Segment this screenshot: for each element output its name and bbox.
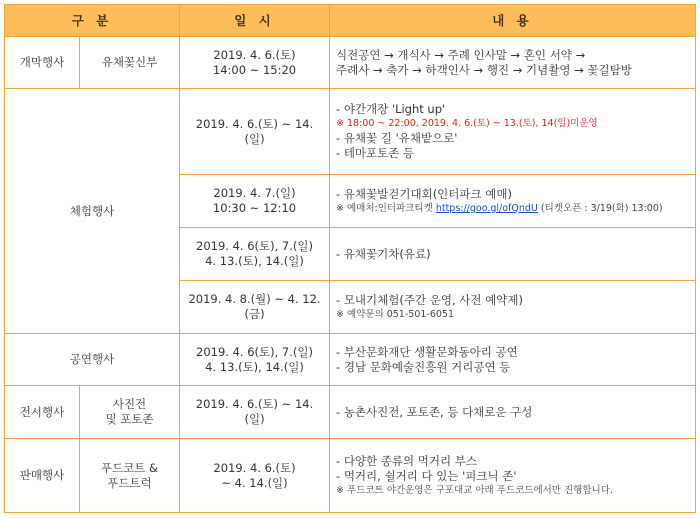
note-line: ※ 예약문의 051-501-6051 [336, 308, 455, 320]
content-line: - 유채꽃발걷기대회(인터파크 예매) [336, 186, 512, 201]
row-experience-1 [5, 89, 696, 175]
content-performance [330, 334, 696, 386]
date-line: 4. 13.(토), 14.(일) [205, 254, 304, 268]
subcat-line: 사진전 [112, 397, 147, 411]
date-line: ~ 4. 14.(일) [221, 475, 288, 490]
date-exhibition: 2019. 4. 6.(토) ~ 14.(일) [180, 386, 330, 439]
ticket-link[interactable]: https://goo.gl/ofQndU [435, 202, 538, 214]
note-prefix: ※ 예매처:인터파크티켓 [336, 202, 436, 214]
subcat-sales [80, 439, 180, 513]
header-content: 내 용 [330, 5, 696, 37]
content-experience-2 [330, 175, 696, 228]
header-row [5, 5, 696, 37]
cat-sales: 판매행사 [5, 439, 80, 513]
date-line: 2019. 4. 6.(토) [213, 47, 296, 62]
content-exhibition [330, 386, 696, 439]
note-line: ※ 18:00 ~ 22:00, 2019. 4. 6.(토) ~ 13.(토), 14(일)미운영 [336, 118, 598, 129]
content-sales [330, 439, 696, 513]
row-sales [5, 439, 696, 513]
date-experience-4 [180, 281, 330, 334]
date-line: 2019. 4. 7.(일) [213, 186, 296, 200]
cat-exhibition: 전시행사 [5, 386, 80, 439]
note-suffix: (티켓오픈 : 3/19(화) 13:00) [537, 202, 663, 214]
content-line: - 유채꽃기차(유료) [336, 246, 431, 261]
content-experience-4 [330, 281, 696, 334]
note-line: ※ 푸드코트 야간운영은 구포대교 아래 푸드코드에서만 진행합니다. [336, 484, 613, 496]
subcat-exhibition [80, 386, 180, 439]
cat-performance: 공연행사 [5, 334, 180, 386]
header-datetime: 일 시 [180, 5, 330, 37]
cat-opening: 개막행사 [5, 37, 80, 89]
date-experience-1: 2019. 4. 6.(토) ~ 14.(일) [180, 89, 330, 175]
date-line: 4. 13.(토), 14.(일) [205, 359, 304, 374]
content-line: - 농촌사진전, 포토존, 등 다채로운 구성 [336, 404, 533, 419]
content-line: - 먹거리, 쉴거리 다 있는 '피크닉 존' [336, 468, 517, 483]
schedule-table [4, 4, 696, 513]
date-line: 2019. 4. 6(토), 7.(일) [196, 344, 313, 359]
content-experience-1 [330, 89, 696, 175]
row-opening [5, 37, 696, 89]
date-opening [180, 37, 330, 89]
header-category: 구 분 [5, 5, 180, 37]
time-line: 14:00 ~ 15:20 [212, 62, 297, 77]
content-opening [330, 37, 696, 89]
date-line: 2019. 4. 6.(토) [213, 460, 296, 475]
content-line: - 경남 문화예술진흥원 거리공연 등 [336, 359, 511, 374]
date-line: 2019. 4. 8.(월) ~ 4. 12. [188, 292, 321, 306]
subcat-opening: 유채꽃신부 [80, 37, 180, 89]
date-line: (금) [244, 307, 265, 321]
cat-experience: 체험행사 [5, 89, 180, 334]
date-performance [180, 334, 330, 386]
date-experience-3 [180, 228, 330, 281]
date-line: 2019. 4. 6(토), 7.(일) [196, 239, 313, 253]
content-line: - 다양한 종류의 먹거리 부스 [336, 453, 477, 468]
content-line: 식전공연 → 개식사 → 주례 인사말 → 혼인 서약 → [336, 47, 586, 62]
subcat-line: 푸드코트 & [100, 460, 159, 475]
content-line: - 부산문화재단 생활문화동아리 공연 [336, 344, 518, 359]
row-performance [5, 334, 696, 386]
content-line: - 모내기체험(주간 운영, 사전 예약제) [336, 292, 523, 307]
content-line: - 유채꽃 길 '유채밭으로' [336, 131, 458, 145]
content-line: - 야간개장 'Light up' [336, 102, 446, 116]
content-line: 주례사 → 축가 → 하객인사 → 행진 → 기념촬영 → 꽃길탐방 [336, 62, 632, 77]
time-line: 10:30 ~ 12:10 [212, 201, 297, 215]
note-line [336, 202, 689, 216]
date-experience-2 [180, 175, 330, 228]
date-sales [180, 439, 330, 513]
row-exhibition [5, 386, 696, 439]
content-experience-3 [330, 228, 696, 281]
subcat-line: 푸드트럭 [107, 475, 152, 490]
content-line: - 테마포토존 등 [336, 146, 415, 160]
subcat-line: 및 포토존 [105, 412, 154, 426]
